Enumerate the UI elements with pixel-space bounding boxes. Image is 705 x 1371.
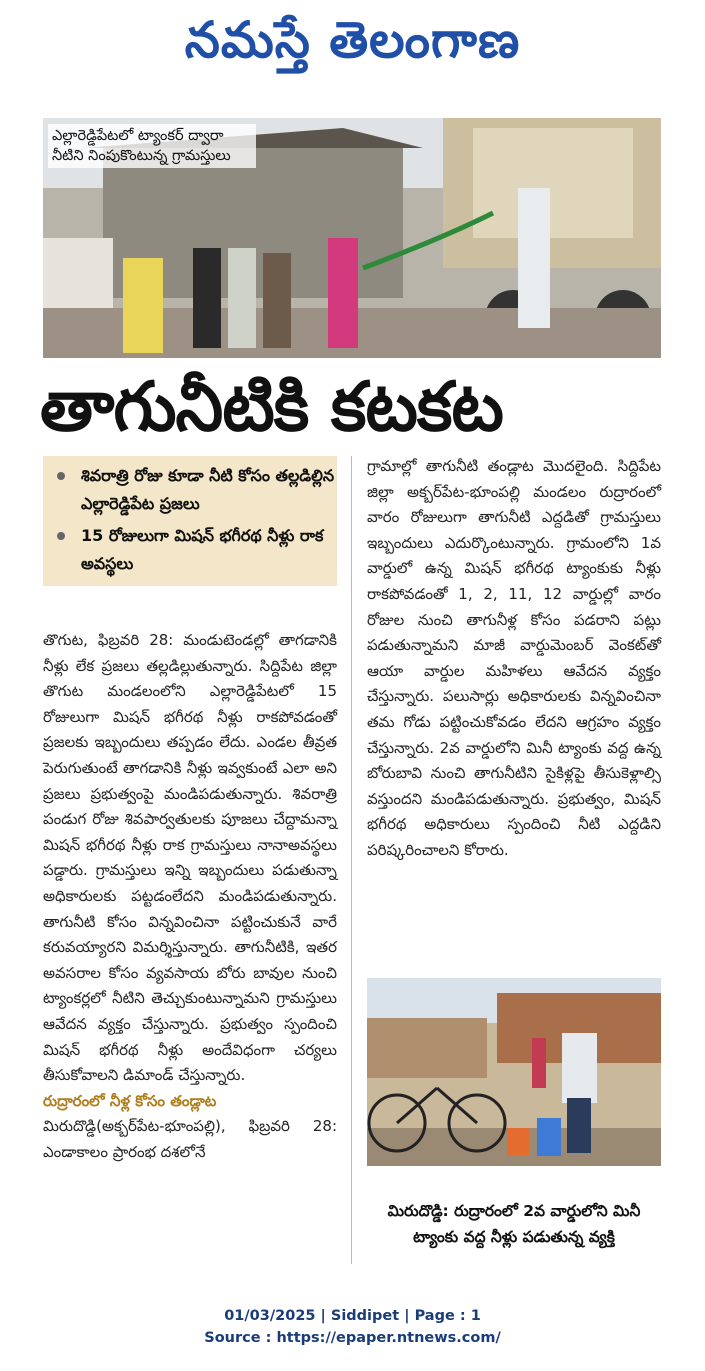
photo2-caption: మిరుదొడ్డి: రుద్రారంలో 2వ వార్డులోని మినీ ట్యాంకు వద్ద నీళ్లు పడుతున్న వ్యక్తి xyxy=(387,1202,641,1246)
footer-source: Source : https://epaper.ntnews.com/ xyxy=(204,1330,501,1346)
article-tail-left: మిరుదొడ్డి(అక్బర్‌పేట-భూంపల్లి), ఫిబ్రవరి 28: ఎండాకాలం ప్రారంభ దశలోనే xyxy=(43,1117,337,1161)
highlight-text: శివరాత్రి రోజు కూడా నీటి కోసం తల్లడిల్లిన ఎల్లారెడ్డిపేట ప్రజలు xyxy=(81,466,335,513)
highlight-item xyxy=(43,462,337,518)
masthead-logo: నమస్తే తెలంగాణ xyxy=(184,10,521,69)
column-divider xyxy=(351,456,352,1264)
article-right-column xyxy=(367,454,661,864)
article-body-left: తొగుట, ఫిబ్రవరి 28: మండుటెండల్లో తాగడానికి నీళ్లు లేక ప్రజలు తల్లడిల్లుతున్నారు. సిద్దిపేట జిల్లా తొగుట మండలంలోని ఎల్లారెడ్డిపేటలో 15 రోజులుగా మిషన్‌ భగీరథ నీళ్లు రాకపోవడంతో ప్రజలకు ఇబ్బందులు తప్పడం లేదు. ఎండల తీవ్రత పెరుగుతుంటే తాగడానికి నీళ్లు ఇవ్వకుంటే ఎలా అని ప్రజలు ప్రభుత్వంపై మండిపడుతున్నారు. శివరాత్రి పండుగ రోజు శివపార్వతులకు పూజలు చేద్దామన్నా మిషన్‌ భగీరథ నీళ్లు రాక గ్రామస్తులు నానాఅవస్థలు పడ్డారు. గ్రామస్తులు ఇన్ని ఇబ్బందులు పడుతున్నా అధికారులకు పట్టడంలేదని మండిపడుతున్నారు. తాగునీటి కోసం విన్నవించినా పట్టించుకునే వారే కరువయ్యారని విమర్శిస్తున్నారు. తాగునీటికి, ఇతర అవసరాల కోసం వ్యవసాయ బోరు బావుల నుంచి ట్యాంకర్లలో నీటిని తెచ్చుకుంటున్నామని గ్రామస్తులు ఆవేదన వ్యక్తం చేస్తున్నారు. ప్రభుత్వం స్పందించి మిషన్‌ భగీరథ నీళ్లు అందేవిధంగా చర్యలు తీసుకోవాలని డిమాండ్‌ చేస్తున్నారు. xyxy=(43,631,337,1085)
article-subhead: రుద్రారంలో నీళ్ల కోసం తండ్లాట xyxy=(43,1091,217,1110)
article-left-column xyxy=(43,628,337,1165)
highlights-box xyxy=(43,456,337,586)
bullet-icon xyxy=(57,532,65,540)
highlight-text: 15 రోజులుగా మిషన్‌ భగీరథ నీళ్లు రాక అవస్థలు xyxy=(81,526,324,573)
article-body-right: గ్రామాల్లో తాగునీటి తండ్లాట మొదలైంది. సిద్దిపేట జిల్లా అక్బర్‌పేట-భూంపల్లి మండలం రుద్రారంలో వారం రోజులుగా తాగునీటి ఎద్దడితో గ్రామస్తులు ఇబ్బందులు ఎదుర్కొంటున్నారు. గ్రామంలోని 1వ వార్డులో ఉన్న మిషన్‌ భగీరథ ట్యాంకుకు నీళ్లు రాకపోవడంతో 1, 2, 11, 12 వార్డుల్లో వారం రోజుల నుంచి తాగునీళ్ల కోసం పడరాని పట్లు పడుతున్నామని మాజీ వార్డుమెంబర్‌ వెంకట్‌తో ఆయా వార్డుల మహిళలు ఆవేదన వ్యక్తం చేస్తున్నారు. పలుసార్లు అధికారులకు విన్నవించినా తమ గోడు పట్టించుకోవడం లేదని ఆగ్రహం వ్యక్తం చేస్తున్నారు. 2వ వార్డులోని మినీ ట్యాంకు వద్ద ఉన్న బోరుబావి నుంచి తాగునీటిని సైకిళ్లపై తీసుకెళ్లాల్సి వస్తుందని మండిపడుతున్నారు. ప్రభుత్వం, మిషన్‌ భగీరథ అధికారులు స్పందించి నీటి ఎద్దడిని పరిష్కరించాలని కోరారు. xyxy=(367,457,661,859)
headline: తాగునీటికి కటకట xyxy=(40,368,503,447)
photo1-caption: ఎల్లారెడ్డిపేటలో ట్యాంకర్‌ ద్వారా నీటిని నింపుకొంటున్న గ్రామస్తులు xyxy=(48,124,256,168)
footer-edition-info: 01/03/2025 | Siddipet | Page : 1 xyxy=(224,1308,481,1324)
mini-tank-photo xyxy=(367,978,661,1166)
bullet-icon xyxy=(57,472,65,480)
highlight-item xyxy=(43,522,337,578)
